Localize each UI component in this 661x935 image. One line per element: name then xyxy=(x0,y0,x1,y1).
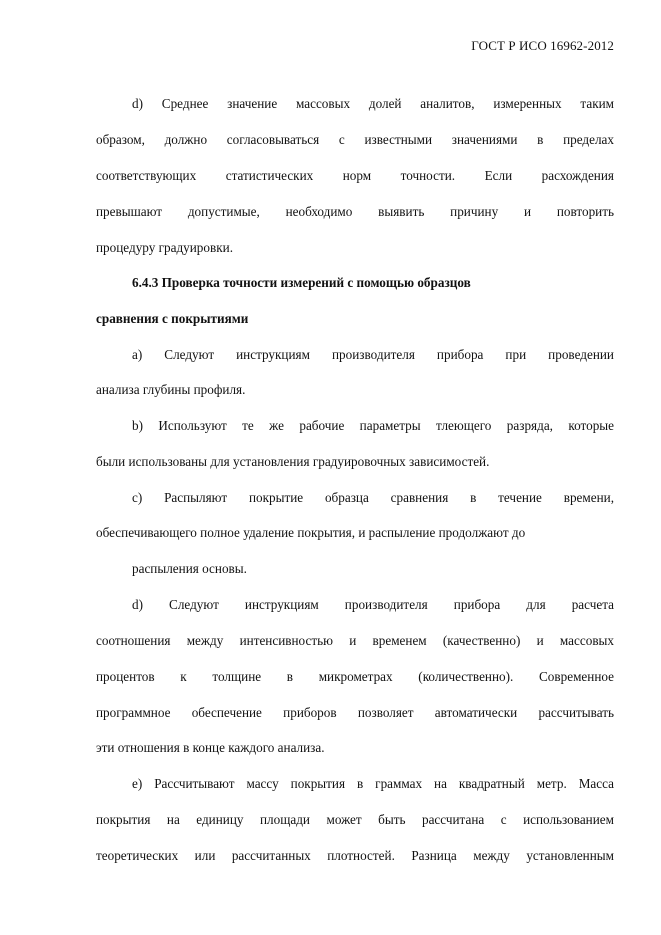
paragraph-line: е) Рассчитывают массу покрытия в граммах на квадратный метр. Масса xyxy=(132,776,614,791)
paragraph-line: покрытия на единицу площади может быть рассчитана с использованием xyxy=(96,812,614,827)
paragraph-line: b) Используют те же рабочие параметры тлеющего разряда, которые xyxy=(132,418,614,433)
document-id-header: ГОСТ Р ИСО 16962-2012 xyxy=(471,38,614,53)
paragraph-line: программное обеспечение приборов позволяет автоматически рассчитывать xyxy=(96,705,614,720)
section-heading: 6.4.3 Проверка точности измерений с помощью образцов xyxy=(132,275,471,290)
paragraph-line: d) Следуют инструкциям производителя прибора для расчета xyxy=(132,597,614,612)
paragraph-line: анализа глубины профиля. xyxy=(96,382,246,397)
paragraph-line: соответствующих статистических норм точности. Если расхождения xyxy=(96,168,614,183)
paragraph-line: эти отношения в конце каждого анализа. xyxy=(96,740,325,755)
paragraph-line: распыления основы. xyxy=(132,561,247,576)
paragraph-line: превышают допустимые, необходимо выявить причину и повторить xyxy=(96,204,614,219)
paragraph-line: процентов к толщине в микрометрах (количественно). Современное xyxy=(96,669,614,684)
paragraph-line: образом, должно согласовываться с известными значениями в пределах xyxy=(96,132,614,147)
paragraph-line: d) Среднее значение массовых долей аналитов, измеренных таким xyxy=(132,96,614,111)
paragraph-line: обеспечивающего полное удаление покрытия, и распыление продолжают до xyxy=(96,525,526,540)
section-heading: сравнения с покрытиями xyxy=(96,311,249,326)
paragraph-line: с) Распыляют покрытие образца сравнения в течение времени, xyxy=(132,490,614,505)
paragraph-line: теоретических или рассчитанных плотностей. Разница между установленным xyxy=(96,848,614,863)
paragraph-line: соотношения между интенсивностью и временем (качественно) и массовых xyxy=(96,633,614,648)
paragraph-line: а) Следуют инструкциям производителя прибора при проведении xyxy=(132,347,614,362)
paragraph-line: процедуру градуировки. xyxy=(96,240,233,255)
paragraph-line: были использованы для установления градуировочных зависимостей. xyxy=(96,454,490,469)
